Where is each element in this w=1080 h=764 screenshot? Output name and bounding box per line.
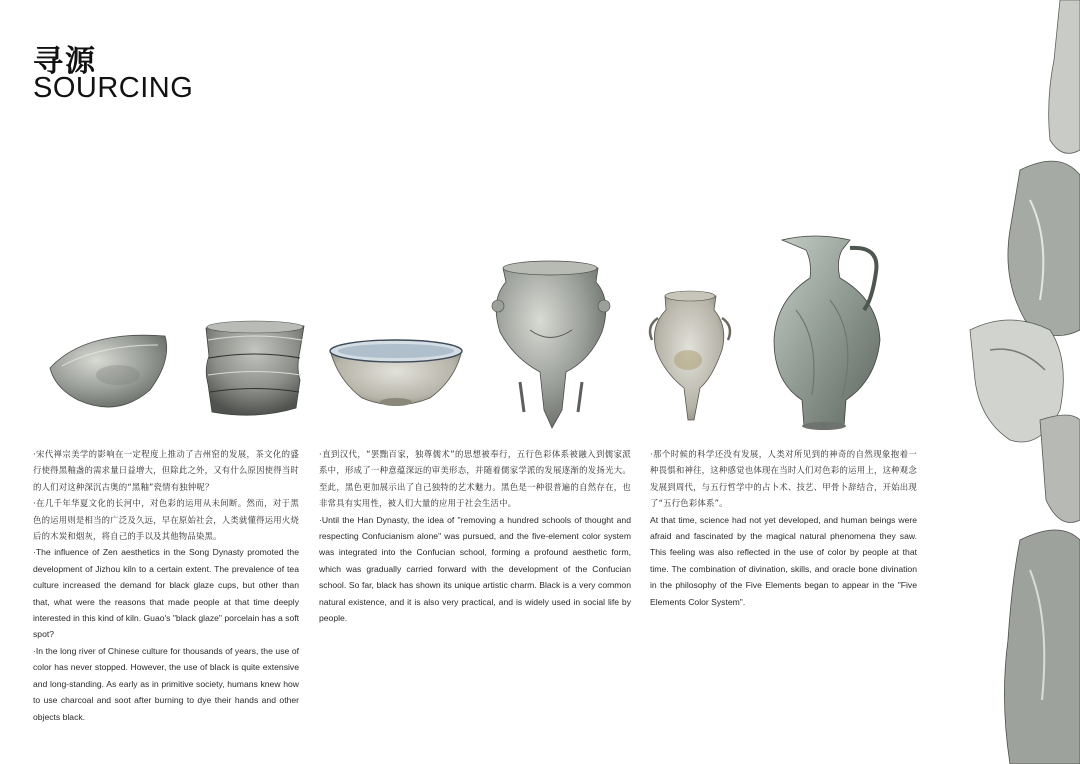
col1-paragraph-cn-2: ·在几千年华夏文化的长河中，对色彩的运用从未间断。然而，对于黑色的运用则是相当的广泛及久远，早在原始社会，人类就懂得运用火烧后的木炭和烟灰，将自己的手以及其他物品染黑。 [33, 498, 299, 542]
col2-paragraph-en-1: ·Until the Han Dynasty, the idea of "removing a hundred schools of thought and respecting Confucianism alone" was pursued, and the five-element color system was integrated into the Confucian school, forming a profound aesthetic form, which was gradually carried forward with the development of the Confucian school. So far, black has shown its unique artistic charm. Black is a very common natural existence, and it is also very practical, and is widely used in social life by people. [319, 514, 631, 624]
col1-paragraph-en-1: ·The influence of Zen aesthetics in the Song Dynasty promoted the development of Jizhou kiln to a certain extent. The prevalence of tea culture increased the demand for black glaze cups, but other than that, what were the reasons that made people at that time deeply interested in this kind of kiln. Guao's "black glaze" porcelain has a soft spot? [33, 547, 299, 640]
hare-fur-bowl-icon [330, 340, 462, 406]
text-column-1 [33, 446, 299, 725]
wide-tea-bowl-icon [50, 335, 167, 407]
stacked-bowls-icon [206, 321, 304, 415]
text-column-2 [319, 446, 631, 626]
col1-paragraph-en-2: ·In the long river of Chinese culture for thousands of years, the use of color has never stopped. However, the use of black is quite extensive and long-standing. As early as in primitive society, humans knew how to use charcoal and soot after burning to dye their hands and other objects black. [33, 645, 299, 722]
text-column-3 [650, 446, 917, 610]
col1-paragraph-cn-1: ·宋代禅宗美学的影响在一定程度上推动了吉州窑的发展，茶文化的盛行使得黑釉盏的需求量日益增大，但除此之外，又有什么原因使得当时的人们对这种深沉古奥的“黑釉”瓷情有独钟呢？ [33, 449, 299, 492]
decorative-porcelain-fragments [950, 0, 1080, 764]
ewer-pitcher-icon [774, 236, 880, 430]
page-title-en: SOURCING [33, 72, 194, 104]
tripod-jar-icon [492, 261, 610, 428]
col3-paragraph-en-1: At that time, science had not yet developed, and human beings were afraid and fascinated by the magical natural phenomena they saw. This feeling was also reflected in the use of color by people at that time. The combination of divination, skills, and oracle bone divination in the philosophy of the Five Elements began to appear in the "Five Elements Color System". [650, 514, 917, 607]
small-lugged-jar-icon [650, 291, 730, 420]
col3-paragraph-cn-1: ·那个时候的科学还没有发展，人类对所见到的神奇的自然现象抱着一种畏惧和神往，这种感觉也体现在当时人们对色彩的运用上，这种观念发展到周代，与五行哲学中的占卜术、技艺、甲骨卜辞结合，开始出现了“五行色彩体系”。 [650, 449, 917, 509]
page-title-cn: 寻源 [33, 44, 97, 79]
col2-paragraph-cn-1: ·直到汉代，“罢黜百家，独尊儒术”的思想被奉行，五行色彩体系被融入到儒家派系中，形成了一种意蕴深远的审美形态，并随着儒家学派的发展逐渐的发扬光大。至此，黑色更加展示出了自己独特的艺术魅力。黑色是一种很普遍的自然存在，也非常具有实用性，被人们大量的应用于社会生活中。 [319, 449, 631, 509]
